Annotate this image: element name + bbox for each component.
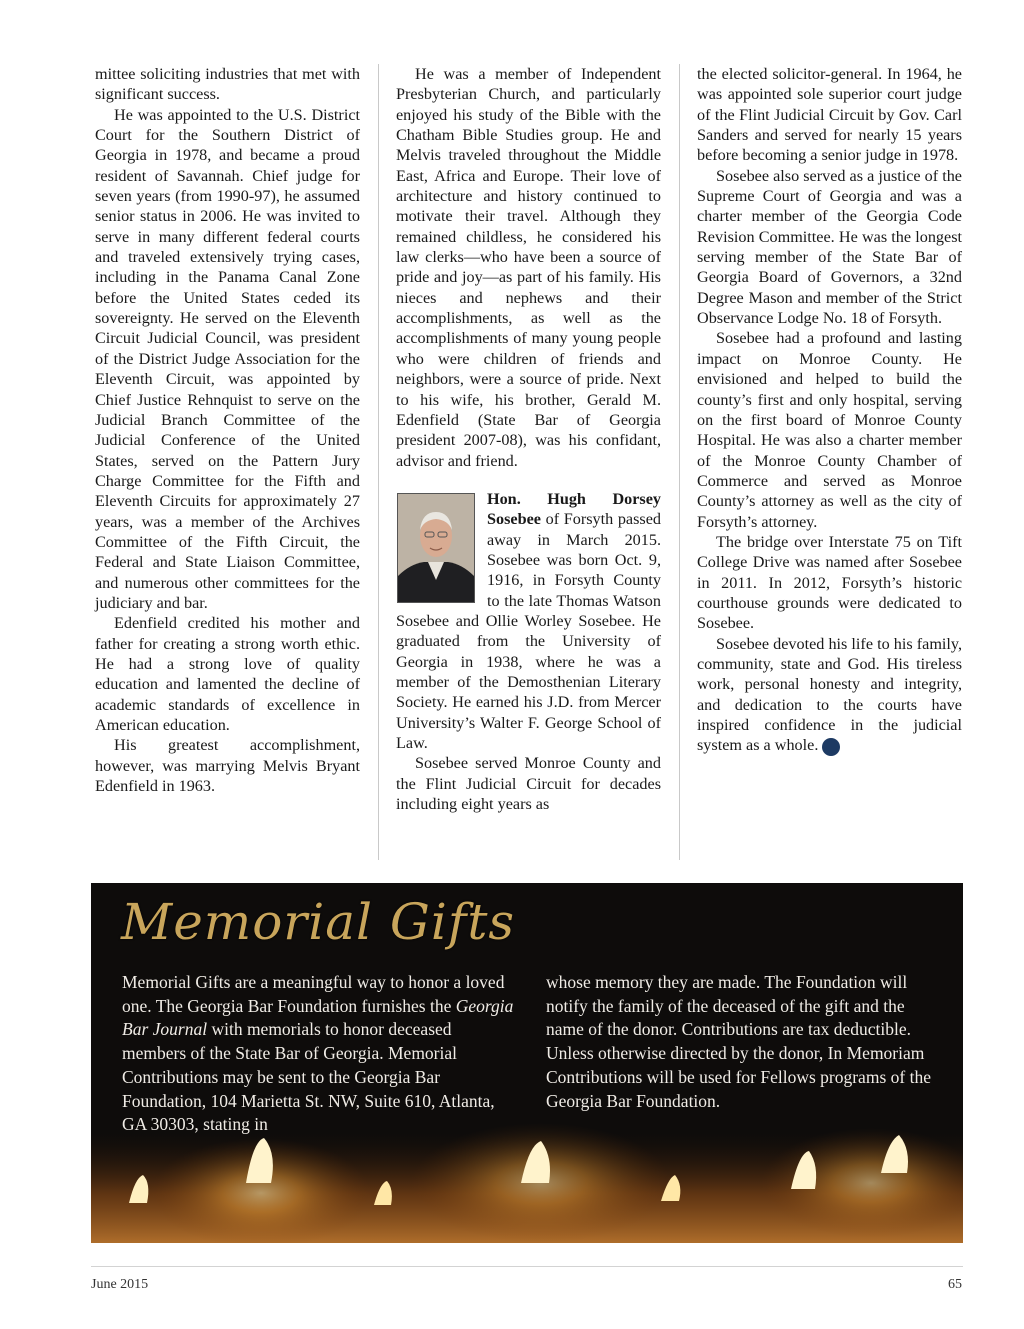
memorial-title: Memorial Gifts xyxy=(121,893,516,951)
portrait-illustration xyxy=(398,494,474,602)
obituary-text: of Forsyth passed away in March 2015. Sosebee was born Oct. 9, 1916, in Forsyth County to the late Thomas Watson Sosebee and Ollie Worley Sosebee. He graduated from the University of Georgia in 1938, where he was a member of the Demosthenian Literary Society. He earned his J.D. from Mercer University’s Walter F. George School of Law. xyxy=(396,510,661,752)
footer-date: June 2015 xyxy=(91,1277,149,1292)
paragraph: The bridge over Interstate 75 on Tift College Drive was named after Sosebee in 2011. In 2012, Forsyth’s historic courthouse grounds were dedicated to Sosebee. xyxy=(697,532,962,633)
paragraph: mittee soliciting industries that met with significant success. xyxy=(95,65,360,104)
journal-title: Georgia Bar Journal xyxy=(122,995,514,1040)
obituary-name: Hon. Hugh Dorsey Sosebee xyxy=(487,489,661,529)
column-divider xyxy=(679,64,680,860)
text-column-2 xyxy=(396,64,661,814)
text-column-1 xyxy=(95,64,360,796)
memorial-text-column-1: Memorial Gifts are a meaningful way to honor a loved one. The Georgia Bar Foundation furnishes the Georgia Bar Journal with memorials to honor deceased members of the State Bar of Georgia. Memorial Contributions may be sent to the Georgia Bar Foundation, 104 Marietta St. NW, Suite 610, Atlanta, GA 30303, stating in xyxy=(122,972,514,1135)
obituary-paragraph xyxy=(396,489,661,753)
portrait-photo xyxy=(397,493,475,603)
paragraph: His greatest accomplishment, however, was marrying Melvis Bryant Edenfield in 1963. xyxy=(95,736,360,796)
paragraph: He was appointed to the U.S. District Court for the Southern District of Georgia in 1978, and became a proud resident of Savannah. Chief judge for seven years (from 1990-97), he assumed senior status in 2006. He was invited to serve in many different federal courts and traveled extensively trying cases, including in the Panama Canal Zone before the United States ceded its sovereignty. He served on the Eleventh Circuit Judicial Council, was president of the District Judge Association for the Eleventh Circuit, was appointed by Chief Justice Rehnquist to serve on the Judicial Branch Committee of the Judicial Conference of the United States, served on the Pattern Jury Charge Committee for the Fifth and Eleventh Circuits for approximately 27 years, was a member of the Archives Committee of the Fifth Circuit, the Federal and State Liaison Committee, and numerous other committees for the judiciary and bar. xyxy=(95,105,360,612)
text-column-3 xyxy=(697,64,962,756)
page-number: 65 xyxy=(948,1277,962,1292)
paragraph: He was a member of Independent Presbyterian Church, and particularly enjoyed his study of the Bible with the Chatham Bible Studies group. He and Melvis traveled throughout the Middle East, Africa and Europe. Their love of architecture and history continued to motivate their travel. Although they remained childless, he considered his law clerks—who have been a source of pride and joy—as part of his family. His nieces and nephews and their accomplishments, as well as the accomplishments of many young people who were children of friends and neighbors, were a source of pride. Next to his wife, his brother, Gerald M. Edenfield (State Bar of Georgia president 2007-08), was his confidant, advisor and friend. xyxy=(396,65,661,470)
memorial-gifts-panel xyxy=(91,883,963,1243)
paragraph: Sosebee also served as a justice of the Supreme Court of Georgia and was a charter member of the Georgia Code Revision Committee. He was the longest serving member of the State Bar of Georgia Board of Governors, a 32nd Degree Mason and member of the Strict Observance Lodge No. 18 of Forsyth. xyxy=(697,166,962,328)
paragraph: Sosebee had a profound and lasting impact on Monroe County. He envisioned and helped to build the county’s first and only hospital, serving on the first board of Monroe County Hospital. He was also a charter member of the Monroe County Chamber of Commerce and served as Monroe County’s attorney as well as the city of Forsyth’s attorney. xyxy=(697,329,962,531)
footer-divider xyxy=(91,1266,963,1267)
paragraph xyxy=(697,634,962,756)
gbj-logo-icon: GBJ xyxy=(822,738,840,756)
memorial-text-column-2: whose memory they are made. The Foundation will notify the family of the deceased of the gift and the name of the donor. Contributions are tax deductible. Unless otherwise directed by the donor, In Memoriam Contributions will be used for Fellows programs of the Georgia Bar Foundation. xyxy=(546,972,931,1111)
paragraph: Sosebee served Monroe County and the Flint Judicial Circuit for decades including eight years as xyxy=(396,754,661,814)
closing-text: Sosebee devoted his life to his family, community, state and God. His tireless work, personal honesty and integrity, and dedication to the courts have inspired confidence in the judicial system as a whole. xyxy=(697,634,962,755)
paragraph: the elected solicitor-general. In 1964, he was appointed sole superior court judge of the Flint Judicial Circuit by Gov. Carl Sanders and served for nearly 15 years before becoming a senior judge in 1978. xyxy=(697,65,962,165)
column-divider xyxy=(378,64,379,860)
paragraph: Edenfield credited his mother and father for creating a strong worth ethic. He had a strong love of quality education and lamented the decline of academic standards of excellence in American education. xyxy=(95,614,360,734)
